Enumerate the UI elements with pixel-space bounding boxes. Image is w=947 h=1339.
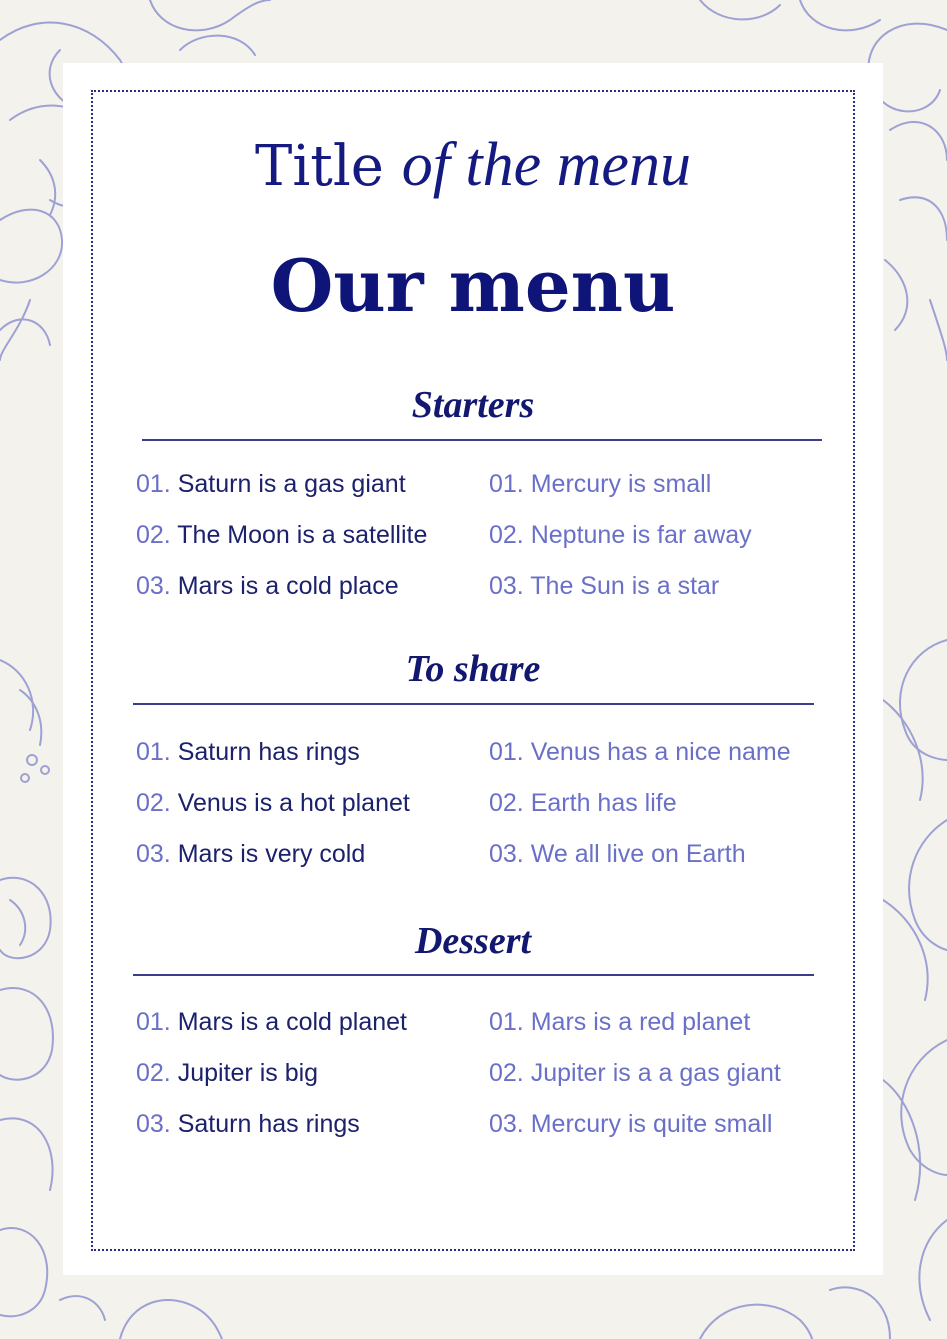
item-number: 03. [136, 840, 171, 868]
menu-heading: Our menu [270, 243, 676, 328]
item-text: Mercury is small [530, 470, 712, 498]
list-item [136, 788, 410, 818]
list-item [136, 1109, 360, 1139]
item-text: Mercury is quite small [530, 1110, 773, 1138]
item-text: Venus has a nice name [530, 738, 791, 766]
item-number: 02. [489, 521, 524, 549]
item-text: Mars is very cold [177, 840, 366, 868]
item-text: Saturn has rings [177, 738, 360, 766]
section-title-to-share: To share [405, 648, 541, 690]
item-text: Mars is a cold place [177, 572, 399, 600]
list-item [489, 788, 677, 818]
item-number: 01. [136, 738, 171, 766]
list-item [489, 839, 746, 869]
item-number: 03. [489, 572, 524, 600]
item-number: 03. [489, 1110, 524, 1138]
menu-card [63, 63, 883, 1275]
item-number: 02. [136, 1059, 171, 1087]
item-text: Saturn is a gas giant [177, 470, 406, 498]
item-text: We all live on Earth [530, 840, 746, 868]
section-divider [142, 439, 822, 441]
list-item [489, 1007, 750, 1037]
item-number: 02. [489, 789, 524, 817]
item-number: 01. [489, 738, 524, 766]
item-text: The Sun is a star [530, 572, 720, 600]
item-text: Earth has life [530, 789, 677, 817]
list-item [136, 839, 365, 869]
item-text: Mars is a cold planet [177, 1008, 407, 1036]
item-text: The Moon is a satellite [177, 521, 428, 549]
item-number: 03. [489, 840, 524, 868]
item-text: Mars is a red planet [530, 1008, 751, 1036]
list-item [489, 571, 719, 601]
item-number: 02. [489, 1059, 524, 1087]
list-item [136, 1007, 407, 1037]
item-text: Saturn has rings [177, 1110, 360, 1138]
list-item [136, 737, 360, 767]
menu-title-plain: Title [255, 134, 384, 199]
item-number: 03. [136, 572, 171, 600]
section-title-dessert: Dessert [414, 920, 532, 962]
list-item [489, 520, 752, 550]
item-text: Venus is a hot planet [177, 789, 410, 817]
section-divider [133, 703, 814, 705]
item-text: Jupiter is big [177, 1059, 319, 1087]
list-item [136, 469, 406, 499]
list-item [489, 737, 791, 767]
item-number: 01. [489, 470, 524, 498]
item-number: 01. [136, 470, 171, 498]
item-number: 02. [136, 789, 171, 817]
item-number: 02. [136, 521, 171, 549]
list-item [136, 571, 399, 601]
list-item [489, 469, 711, 499]
list-item [489, 1058, 781, 1088]
item-text: Jupiter is a a gas giant [530, 1059, 781, 1087]
item-number: 01. [489, 1008, 524, 1036]
list-item [489, 1109, 772, 1139]
list-item [136, 520, 427, 550]
section-title-starters: Starters [411, 384, 535, 426]
item-number: 01. [136, 1008, 171, 1036]
section-divider [133, 974, 814, 976]
menu-title-italic: of the menu [401, 131, 691, 199]
list-item [136, 1058, 318, 1088]
menu-title [63, 131, 883, 201]
item-text: Neptune is far away [530, 521, 752, 549]
item-number: 03. [136, 1110, 171, 1138]
